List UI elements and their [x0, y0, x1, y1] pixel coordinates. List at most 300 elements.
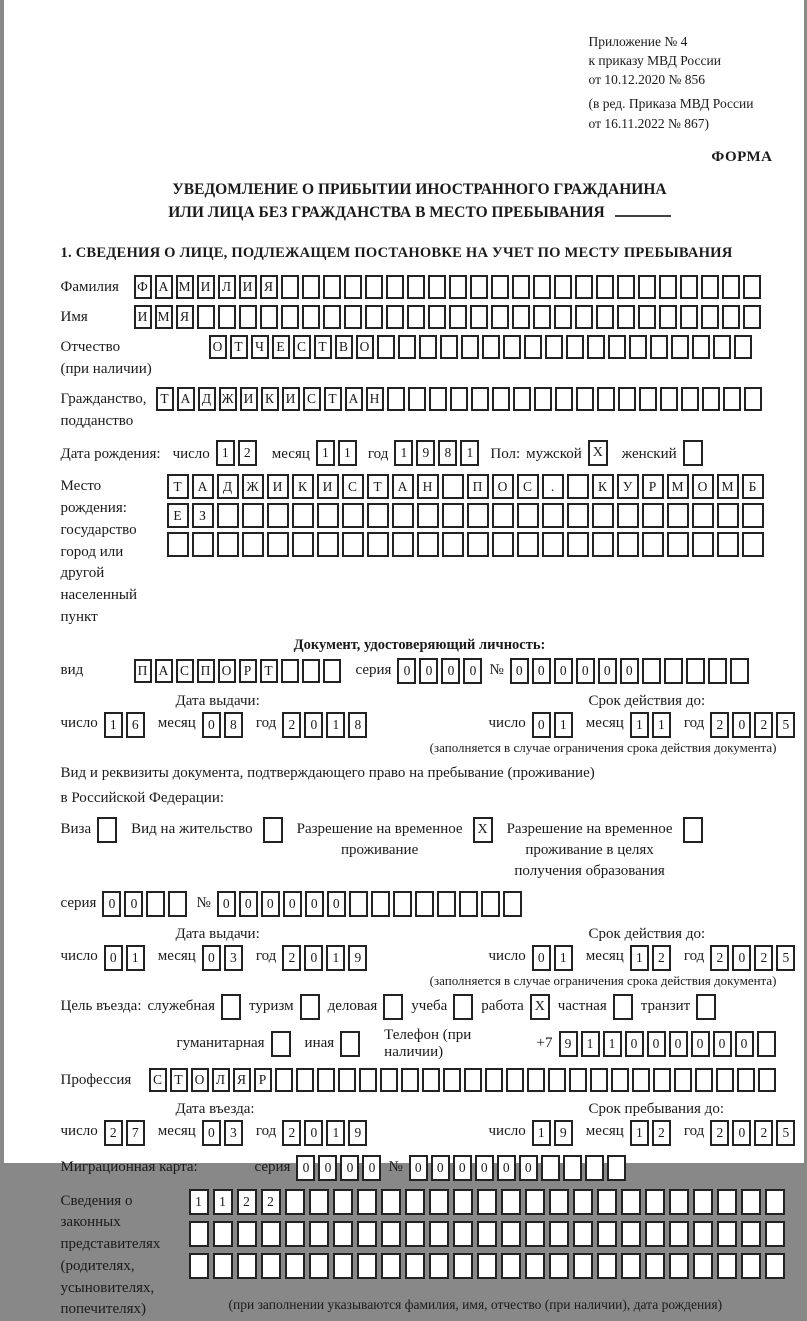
char-cell[interactable]	[569, 1068, 587, 1092]
stay-month-cells[interactable]	[630, 1120, 674, 1146]
char-cell[interactable]: Д	[217, 474, 239, 499]
char-cell[interactable]: 0	[304, 1120, 323, 1146]
char-cell[interactable]: 1	[554, 712, 573, 738]
char-cell[interactable]	[512, 305, 530, 329]
patronymic-cells[interactable]	[209, 335, 755, 359]
profession-cells[interactable]	[149, 1068, 779, 1092]
char-cell[interactable]: И	[197, 275, 215, 299]
issue-month-cells[interactable]	[202, 712, 246, 738]
char-cell[interactable]	[717, 532, 739, 557]
char-cell[interactable]	[281, 275, 299, 299]
char-cell[interactable]	[693, 1253, 713, 1279]
char-cell[interactable]: 0	[304, 712, 323, 738]
char-cell[interactable]	[757, 1031, 776, 1057]
char-cell[interactable]: С	[149, 1068, 167, 1092]
char-cell[interactable]	[189, 1253, 209, 1279]
migration-series-cells[interactable]	[296, 1155, 384, 1181]
char-cell[interactable]	[482, 335, 500, 359]
char-cell[interactable]	[621, 1221, 641, 1247]
validity-year-cells[interactable]	[710, 945, 798, 971]
char-cell[interactable]	[737, 1068, 755, 1092]
char-cell[interactable]: П	[134, 659, 152, 683]
char-cell[interactable]	[146, 891, 165, 917]
char-cell[interactable]: П	[197, 659, 215, 683]
char-cell[interactable]: А	[177, 387, 195, 411]
char-cell[interactable]	[758, 1068, 776, 1092]
char-cell[interactable]: 0	[463, 658, 482, 684]
char-cell[interactable]	[741, 1189, 761, 1215]
checkbox-business[interactable]	[383, 994, 403, 1020]
char-cell[interactable]: 2	[710, 1120, 729, 1146]
char-cell[interactable]: 1	[104, 712, 123, 738]
char-cell[interactable]	[597, 1189, 617, 1215]
char-cell[interactable]: П	[467, 474, 489, 499]
char-cell[interactable]: 0	[104, 945, 123, 971]
char-cell[interactable]	[592, 503, 614, 528]
char-cell[interactable]: 1	[581, 1031, 600, 1057]
char-cell[interactable]	[621, 1189, 641, 1215]
char-cell[interactable]	[617, 532, 639, 557]
char-cell[interactable]	[477, 1253, 497, 1279]
char-cell[interactable]	[477, 1221, 497, 1247]
char-cell[interactable]: Т	[167, 474, 189, 499]
char-cell[interactable]: 0	[217, 891, 236, 917]
char-cell[interactable]: М	[176, 275, 194, 299]
char-cell[interactable]	[381, 1221, 401, 1247]
char-cell[interactable]	[467, 532, 489, 557]
char-cell[interactable]: 0	[691, 1031, 710, 1057]
char-cell[interactable]: 0	[304, 945, 323, 971]
char-cell[interactable]: 0	[576, 658, 595, 684]
char-cell[interactable]	[189, 1221, 209, 1247]
char-cell[interactable]	[667, 503, 689, 528]
char-cell[interactable]: Д	[198, 387, 216, 411]
char-cell[interactable]: 0	[202, 712, 221, 738]
citizenship-cells[interactable]	[156, 387, 765, 411]
char-cell[interactable]	[237, 1253, 257, 1279]
char-cell[interactable]	[716, 1068, 734, 1092]
char-cell[interactable]	[686, 658, 705, 684]
char-cell[interactable]: И	[282, 387, 300, 411]
char-cell[interactable]: 5	[776, 945, 795, 971]
char-cell[interactable]: 1	[652, 712, 671, 738]
char-cell[interactable]	[549, 1221, 569, 1247]
entry-year-cells[interactable]	[282, 1120, 370, 1146]
char-cell[interactable]: М	[155, 305, 173, 329]
char-cell[interactable]: 1	[630, 712, 649, 738]
char-cell[interactable]	[429, 1189, 449, 1215]
char-cell[interactable]: 2	[652, 945, 671, 971]
char-cell[interactable]	[429, 1253, 449, 1279]
char-cell[interactable]: Ж	[242, 474, 264, 499]
char-cell[interactable]: 9	[348, 1120, 367, 1146]
char-cell[interactable]: К	[261, 387, 279, 411]
char-cell[interactable]: В	[335, 335, 353, 359]
char-cell[interactable]	[309, 1253, 329, 1279]
checkbox-study[interactable]	[453, 994, 473, 1020]
residence-number-cells[interactable]	[217, 891, 525, 917]
char-cell[interactable]	[218, 305, 236, 329]
char-cell[interactable]	[442, 474, 464, 499]
validity-day-cells[interactable]	[532, 945, 576, 971]
char-cell[interactable]	[692, 532, 714, 557]
char-cell[interactable]	[575, 275, 593, 299]
char-cell[interactable]	[554, 275, 572, 299]
char-cell[interactable]: 0	[202, 1120, 221, 1146]
char-cell[interactable]	[292, 503, 314, 528]
char-cell[interactable]	[587, 335, 605, 359]
checkbox-other-purpose[interactable]	[340, 1031, 360, 1057]
char-cell[interactable]	[417, 532, 439, 557]
char-cell[interactable]	[549, 1253, 569, 1279]
char-cell[interactable]	[443, 1068, 461, 1092]
char-cell[interactable]	[381, 1189, 401, 1215]
char-cell[interactable]: С	[303, 387, 321, 411]
char-cell[interactable]: Т	[314, 335, 332, 359]
char-cell[interactable]	[440, 335, 458, 359]
checkbox-temp-residence[interactable]: X	[473, 817, 493, 843]
char-cell[interactable]	[261, 1253, 281, 1279]
char-cell[interactable]	[645, 1221, 665, 1247]
char-cell[interactable]: 1	[326, 712, 345, 738]
char-cell[interactable]	[401, 1068, 419, 1092]
char-cell[interactable]: И	[267, 474, 289, 499]
char-cell[interactable]	[632, 1068, 650, 1092]
char-cell[interactable]	[701, 275, 719, 299]
char-cell[interactable]	[680, 275, 698, 299]
representatives-row1-cells[interactable]	[189, 1189, 789, 1215]
char-cell[interactable]: Ч	[251, 335, 269, 359]
char-cell[interactable]: 0	[453, 1155, 472, 1181]
phone-cells[interactable]	[559, 1031, 779, 1057]
char-cell[interactable]: 1	[603, 1031, 622, 1057]
doc-series-cells[interactable]	[397, 658, 485, 684]
char-cell[interactable]	[192, 532, 214, 557]
char-cell[interactable]: Т	[324, 387, 342, 411]
char-cell[interactable]: 8	[348, 712, 367, 738]
char-cell[interactable]: 0	[296, 1155, 315, 1181]
char-cell[interactable]	[317, 1068, 335, 1092]
char-cell[interactable]	[642, 503, 664, 528]
issue-day-cells[interactable]	[104, 945, 148, 971]
char-cell[interactable]: 0	[732, 945, 751, 971]
char-cell[interactable]	[449, 305, 467, 329]
char-cell[interactable]: Я	[233, 1068, 251, 1092]
char-cell[interactable]	[333, 1221, 353, 1247]
checkbox-female[interactable]	[683, 440, 703, 466]
char-cell[interactable]	[555, 387, 573, 411]
char-cell[interactable]	[645, 1253, 665, 1279]
char-cell[interactable]	[377, 335, 395, 359]
char-cell[interactable]	[638, 275, 656, 299]
checkbox-male[interactable]: X	[588, 440, 608, 466]
char-cell[interactable]: Б	[742, 474, 764, 499]
char-cell[interactable]: Ж	[219, 387, 237, 411]
char-cell[interactable]	[501, 1221, 521, 1247]
birth-day-cells[interactable]	[216, 440, 260, 466]
char-cell[interactable]	[534, 387, 552, 411]
checkbox-temp-residence-education[interactable]	[683, 817, 703, 843]
char-cell[interactable]: 0	[239, 891, 258, 917]
char-cell[interactable]	[653, 1068, 671, 1092]
char-cell[interactable]	[567, 503, 589, 528]
char-cell[interactable]	[517, 503, 539, 528]
char-cell[interactable]	[567, 474, 589, 499]
char-cell[interactable]	[237, 1221, 257, 1247]
char-cell[interactable]	[342, 532, 364, 557]
char-cell[interactable]: 1	[532, 1120, 551, 1146]
char-cell[interactable]	[419, 335, 437, 359]
char-cell[interactable]	[717, 1253, 737, 1279]
char-cell[interactable]: 9	[348, 945, 367, 971]
char-cell[interactable]: 3	[224, 1120, 243, 1146]
char-cell[interactable]	[267, 532, 289, 557]
char-cell[interactable]	[408, 387, 426, 411]
char-cell[interactable]: О	[356, 335, 374, 359]
char-cell[interactable]	[741, 1253, 761, 1279]
char-cell[interactable]	[285, 1189, 305, 1215]
char-cell[interactable]: Т	[230, 335, 248, 359]
char-cell[interactable]	[742, 532, 764, 557]
char-cell[interactable]	[417, 503, 439, 528]
char-cell[interactable]: С	[176, 659, 194, 683]
char-cell[interactable]	[344, 305, 362, 329]
char-cell[interactable]	[717, 1221, 737, 1247]
char-cell[interactable]	[453, 1221, 473, 1247]
char-cell[interactable]	[393, 891, 412, 917]
char-cell[interactable]: Т	[260, 659, 278, 683]
char-cell[interactable]: 7	[126, 1120, 145, 1146]
char-cell[interactable]: 6	[126, 712, 145, 738]
char-cell[interactable]: 1	[189, 1189, 209, 1215]
char-cell[interactable]	[590, 1068, 608, 1092]
char-cell[interactable]	[548, 1068, 566, 1092]
char-cell[interactable]	[471, 387, 489, 411]
residence-series-cells[interactable]	[102, 891, 190, 917]
char-cell[interactable]: М	[717, 474, 739, 499]
char-cell[interactable]	[392, 532, 414, 557]
char-cell[interactable]	[492, 387, 510, 411]
char-cell[interactable]	[242, 503, 264, 528]
char-cell[interactable]	[242, 532, 264, 557]
char-cell[interactable]: 8	[224, 712, 243, 738]
char-cell[interactable]: 0	[554, 658, 573, 684]
char-cell[interactable]	[667, 532, 689, 557]
char-cell[interactable]	[501, 1189, 521, 1215]
char-cell[interactable]: О	[209, 335, 227, 359]
char-cell[interactable]	[285, 1221, 305, 1247]
entry-month-cells[interactable]	[202, 1120, 246, 1146]
char-cell[interactable]: 2	[652, 1120, 671, 1146]
char-cell[interactable]	[429, 1221, 449, 1247]
char-cell[interactable]	[723, 387, 741, 411]
char-cell[interactable]	[453, 1253, 473, 1279]
char-cell[interactable]: Н	[366, 387, 384, 411]
char-cell[interactable]: Т	[170, 1068, 188, 1092]
char-cell[interactable]	[501, 1253, 521, 1279]
char-cell[interactable]: 0	[441, 658, 460, 684]
char-cell[interactable]	[659, 275, 677, 299]
char-cell[interactable]: 5	[776, 712, 795, 738]
validity-day-cells[interactable]	[532, 712, 576, 738]
char-cell[interactable]: О	[492, 474, 514, 499]
char-cell[interactable]	[650, 335, 668, 359]
issue-year-cells[interactable]	[282, 712, 370, 738]
checkbox-tourism[interactable]	[300, 994, 320, 1020]
char-cell[interactable]	[585, 1155, 604, 1181]
char-cell[interactable]: С	[517, 474, 539, 499]
char-cell[interactable]	[349, 891, 368, 917]
char-cell[interactable]	[629, 335, 647, 359]
birth-year-cells[interactable]	[394, 440, 482, 466]
char-cell[interactable]	[437, 891, 456, 917]
char-cell[interactable]: 0	[362, 1155, 381, 1181]
char-cell[interactable]: 0	[625, 1031, 644, 1057]
char-cell[interactable]	[596, 305, 614, 329]
char-cell[interactable]: Т	[156, 387, 174, 411]
char-cell[interactable]	[367, 532, 389, 557]
issue-month-cells[interactable]	[202, 945, 246, 971]
char-cell[interactable]: Я	[176, 305, 194, 329]
issue-day-cells[interactable]	[104, 712, 148, 738]
char-cell[interactable]	[422, 1068, 440, 1092]
char-cell[interactable]: 2	[104, 1120, 123, 1146]
char-cell[interactable]: 0	[647, 1031, 666, 1057]
validity-year-cells[interactable]	[710, 712, 798, 738]
char-cell[interactable]: А	[392, 474, 414, 499]
char-cell[interactable]: А	[345, 387, 363, 411]
birth-place-row2-cells[interactable]	[167, 503, 767, 528]
given-name-cells[interactable]	[134, 305, 764, 329]
char-cell[interactable]: А	[155, 275, 173, 299]
char-cell[interactable]	[743, 305, 761, 329]
char-cell[interactable]	[485, 1068, 503, 1092]
char-cell[interactable]	[449, 275, 467, 299]
migration-number-cells[interactable]	[409, 1155, 629, 1181]
birth-place-row1-cells[interactable]	[167, 474, 767, 499]
char-cell[interactable]: 2	[754, 712, 773, 738]
char-cell[interactable]	[267, 503, 289, 528]
char-cell[interactable]	[575, 305, 593, 329]
char-cell[interactable]	[261, 1221, 281, 1247]
char-cell[interactable]	[506, 1068, 524, 1092]
char-cell[interactable]	[292, 532, 314, 557]
char-cell[interactable]: К	[592, 474, 614, 499]
char-cell[interactable]	[693, 1189, 713, 1215]
char-cell[interactable]	[525, 1189, 545, 1215]
char-cell[interactable]: 0	[327, 891, 346, 917]
char-cell[interactable]	[302, 275, 320, 299]
char-cell[interactable]	[702, 387, 720, 411]
char-cell[interactable]: 0	[261, 891, 280, 917]
char-cell[interactable]: Н	[417, 474, 439, 499]
char-cell[interactable]: 8	[438, 440, 457, 466]
char-cell[interactable]	[642, 532, 664, 557]
char-cell[interactable]: 0	[519, 1155, 538, 1181]
char-cell[interactable]: 9	[554, 1120, 573, 1146]
char-cell[interactable]	[597, 1253, 617, 1279]
char-cell[interactable]: М	[667, 474, 689, 499]
char-cell[interactable]: 1	[316, 440, 335, 466]
char-cell[interactable]	[722, 305, 740, 329]
char-cell[interactable]	[359, 1068, 377, 1092]
char-cell[interactable]: 2	[710, 712, 729, 738]
char-cell[interactable]	[365, 275, 383, 299]
checkbox-visa[interactable]	[97, 817, 117, 843]
char-cell[interactable]	[428, 275, 446, 299]
char-cell[interactable]	[323, 305, 341, 329]
char-cell[interactable]	[517, 532, 539, 557]
char-cell[interactable]: 0	[102, 891, 121, 917]
char-cell[interactable]	[554, 305, 572, 329]
char-cell[interactable]: З	[192, 503, 214, 528]
char-cell[interactable]: 0	[318, 1155, 337, 1181]
char-cell[interactable]	[765, 1253, 785, 1279]
char-cell[interactable]	[713, 335, 731, 359]
checkbox-work[interactable]: X	[530, 994, 550, 1020]
char-cell[interactable]	[407, 305, 425, 329]
char-cell[interactable]	[470, 305, 488, 329]
representatives-row3-cells[interactable]	[189, 1253, 789, 1279]
doc-number-cells[interactable]	[510, 658, 752, 684]
char-cell[interactable]	[734, 335, 752, 359]
char-cell[interactable]	[692, 335, 710, 359]
char-cell[interactable]	[217, 532, 239, 557]
char-cell[interactable]: 2	[238, 440, 257, 466]
char-cell[interactable]	[730, 658, 749, 684]
char-cell[interactable]	[642, 658, 661, 684]
char-cell[interactable]	[217, 503, 239, 528]
char-cell[interactable]	[168, 891, 187, 917]
char-cell[interactable]	[167, 532, 189, 557]
char-cell[interactable]	[545, 335, 563, 359]
char-cell[interactable]	[542, 503, 564, 528]
char-cell[interactable]	[742, 503, 764, 528]
char-cell[interactable]: 2	[754, 1120, 773, 1146]
char-cell[interactable]: 0	[497, 1155, 516, 1181]
surname-cells[interactable]	[134, 275, 764, 299]
char-cell[interactable]: И	[134, 305, 152, 329]
char-cell[interactable]: И	[240, 387, 258, 411]
char-cell[interactable]	[549, 1189, 569, 1215]
char-cell[interactable]	[342, 503, 364, 528]
char-cell[interactable]	[681, 387, 699, 411]
char-cell[interactable]: 0	[669, 1031, 688, 1057]
char-cell[interactable]	[533, 305, 551, 329]
char-cell[interactable]: 0	[713, 1031, 732, 1057]
char-cell[interactable]	[524, 335, 542, 359]
char-cell[interactable]	[239, 305, 257, 329]
char-cell[interactable]	[281, 659, 299, 683]
char-cell[interactable]: Л	[218, 275, 236, 299]
char-cell[interactable]	[693, 1221, 713, 1247]
checkbox-residence-permit[interactable]	[263, 817, 283, 843]
char-cell[interactable]	[563, 1155, 582, 1181]
char-cell[interactable]	[717, 503, 739, 528]
char-cell[interactable]	[765, 1221, 785, 1247]
char-cell[interactable]	[213, 1253, 233, 1279]
stay-day-cells[interactable]	[532, 1120, 576, 1146]
char-cell[interactable]	[467, 503, 489, 528]
char-cell[interactable]: О	[218, 659, 236, 683]
char-cell[interactable]	[611, 1068, 629, 1092]
char-cell[interactable]	[708, 658, 727, 684]
char-cell[interactable]	[371, 891, 390, 917]
char-cell[interactable]	[765, 1189, 785, 1215]
char-cell[interactable]	[323, 659, 341, 683]
char-cell[interactable]	[302, 305, 320, 329]
char-cell[interactable]: 1	[554, 945, 573, 971]
